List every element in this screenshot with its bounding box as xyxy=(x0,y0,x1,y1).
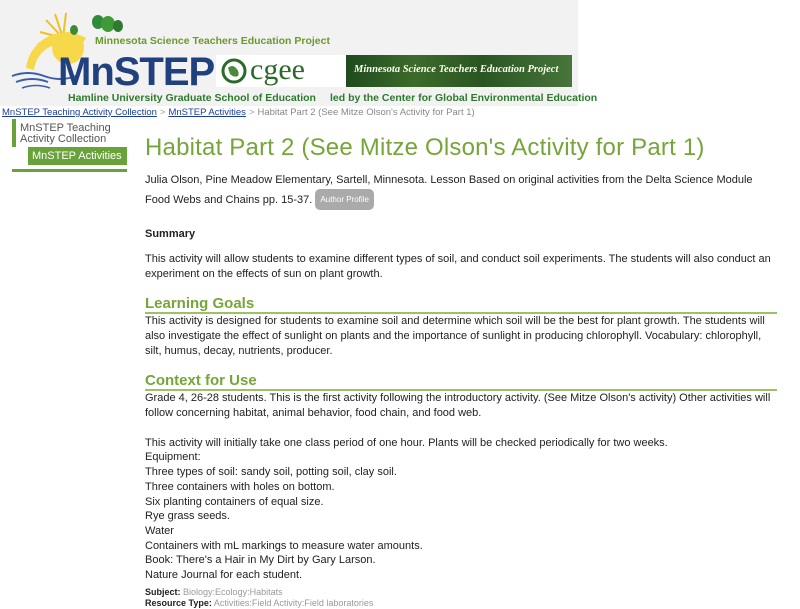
list-item: Three types of soil: sandy soil, potting soil, clay soil. xyxy=(145,466,397,479)
cgee-logo xyxy=(216,55,346,87)
subject-row xyxy=(145,587,777,598)
main-content xyxy=(145,130,777,609)
list-item: Six planting containers of equal size. xyxy=(145,495,324,508)
led-by-text: led by the Center for Global Environmental Education xyxy=(330,92,598,104)
breadcrumb-separator: > xyxy=(248,107,255,118)
page-title: Habitat Part 2 (See Mitze Olson's Activity for Part 1) xyxy=(145,134,705,161)
mnstep-logo-text[interactable]: MnSTEP xyxy=(58,50,215,94)
metadata xyxy=(145,587,777,609)
subject-label: Subject: xyxy=(145,586,181,597)
cgee-banner-text: Minnesota Science Teachers Education Project xyxy=(354,64,559,75)
subject-link[interactable]: Biology:Ecology:Habitats xyxy=(183,586,283,597)
list-item: Containers with mL markings to measure water amounts. xyxy=(145,539,423,552)
author-text: Julia Olson, Pine Meadow Elementary, Sartell, Minnesota. Lesson Based on original activities from the Delta Science Module Food Webs and Chains pp. 15-37. xyxy=(145,174,753,206)
site-header xyxy=(0,0,800,106)
list-item: Book: There's a Hair in My Dirt by Gary Larson. xyxy=(145,554,376,567)
list-item: Three containers with holes on bottom. xyxy=(145,480,335,493)
resource-type-label: Resource Type: xyxy=(145,597,212,608)
sidebar-item-activities[interactable]: MnSTEP Activities xyxy=(28,147,127,165)
list-item: Water xyxy=(145,524,174,537)
learning-goals-text: This activity is designed for students to examine soil and determine which soil will be the best for plant growth. The students will also investigate the effect of sunlight on plants and the importance of sunlight in producing chlorophyll. Vocabulary: chlorophyll, silt, humus, decay, nutrients, producer. xyxy=(145,315,765,357)
list-item: Rye grass seeds. xyxy=(145,510,230,523)
breadcrumb-link-collection[interactable]: MnSTEP Teaching Activity Collection xyxy=(2,107,157,118)
header-subtitle: Hamline University Graduate School of Education xyxy=(68,92,316,104)
summary-text: This activity will allow students to examine different types of soil, and conduct soil experiments. The students will also conduct an experiment on the effects of sun on plant growth. xyxy=(145,253,771,280)
list-item: Nature Journal for each student. xyxy=(145,569,303,582)
resource-type-link[interactable]: Activities:Field Activity:Field laboratories xyxy=(213,597,374,608)
header-tagline: Minnesota Science Teachers Education Project xyxy=(95,35,330,47)
breadcrumb-link-activities[interactable]: MnSTEP Activities xyxy=(168,107,246,118)
context-heading: Context for Use xyxy=(145,373,777,391)
cgee-banner[interactable] xyxy=(216,55,572,87)
context-details xyxy=(145,421,777,583)
breadcrumb xyxy=(2,107,475,118)
sidebar-divider xyxy=(12,165,127,172)
list-item: Equipment: xyxy=(145,451,201,464)
context-text: Grade 4, 26-28 students. This is the first activity following the introductory activity. (See Mitze Olson's activity) Other activities will follow concerning habitat, animal behavior, food chain, and food web. xyxy=(145,392,771,419)
breadcrumb-current: Habitat Part 2 (See Mitze Olson's Activity for Part 1) xyxy=(257,107,475,118)
cgee-banner-image xyxy=(346,55,572,87)
learning-goals-heading: Learning Goals xyxy=(145,296,777,314)
sidebar-item-collection[interactable]: MnSTEP Teaching Activity Collection xyxy=(12,119,127,147)
sidebar-nav xyxy=(12,119,127,172)
cgee-logo-text: cgee xyxy=(250,53,305,86)
author-profile-button[interactable]: Author Profile xyxy=(315,189,373,210)
breadcrumb-separator: > xyxy=(159,107,166,118)
resource-type-row xyxy=(145,598,777,609)
author-info xyxy=(145,172,777,210)
globe-icon xyxy=(220,58,248,84)
spacer xyxy=(145,421,777,436)
summary-heading: Summary xyxy=(145,228,196,240)
list-item: This activity will initially take one class period of one hour. Plants will be checked periodically for two weeks. xyxy=(145,436,668,449)
